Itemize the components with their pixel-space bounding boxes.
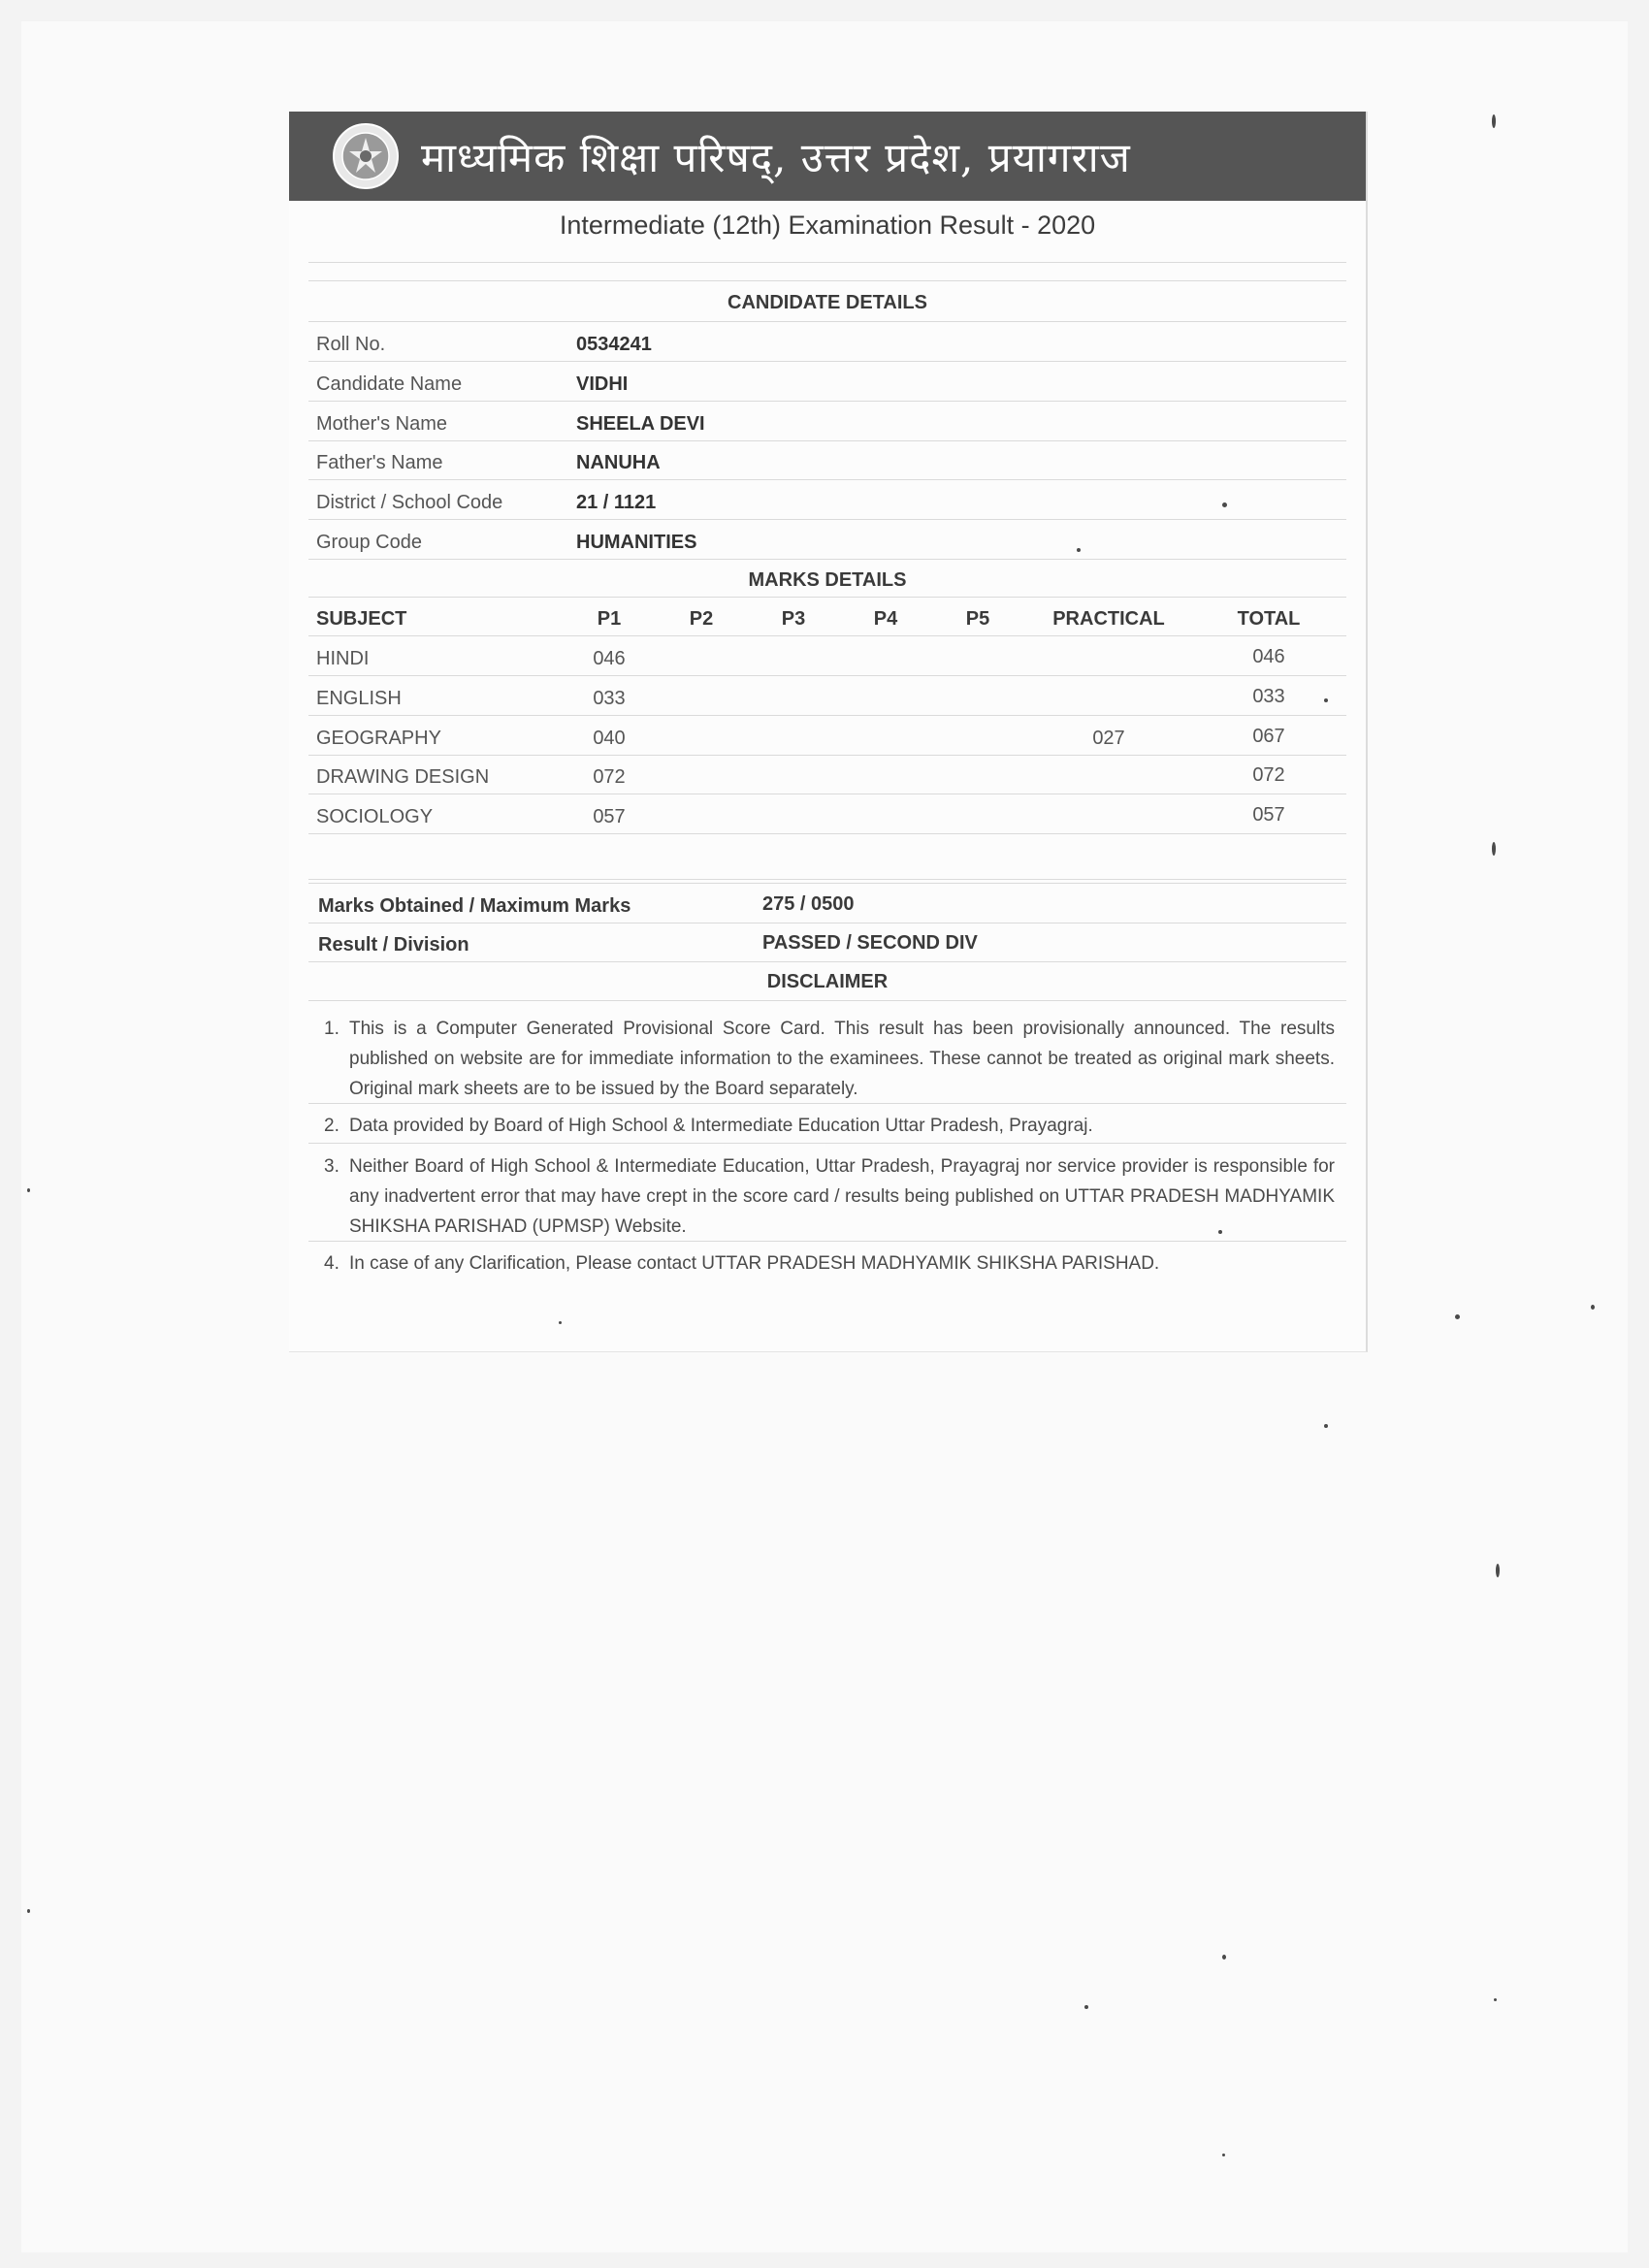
- subject-name: HINDI: [316, 648, 370, 669]
- scan-speck: [1324, 698, 1328, 702]
- scan-speck: [27, 1188, 30, 1192]
- divider: [308, 401, 1346, 402]
- divider: [308, 715, 1346, 716]
- candidate-details-heading: CANDIDATE DETAILS: [728, 292, 927, 313]
- group-code-value: HUMANITIES: [576, 532, 697, 553]
- disclaimer-item: [324, 1111, 1335, 1141]
- upmsp-emblem-icon: [332, 122, 400, 190]
- divider: [308, 440, 1346, 441]
- divider: [308, 262, 1346, 263]
- divider: [308, 361, 1346, 362]
- divider: [308, 755, 1346, 756]
- board-title: माध्यमिक शिक्षा परिषद्, उत्तर प्रदेश, प्रयागराज: [421, 133, 1131, 181]
- divider: [308, 879, 1346, 880]
- marks-details-heading: MARKS DETAILS: [748, 569, 907, 591]
- mother-name-value: SHEELA DEVI: [576, 413, 705, 435]
- scan-speck: [1324, 1424, 1328, 1428]
- subject-name: DRAWING DESIGN: [316, 766, 490, 788]
- p1-mark: 040: [593, 728, 626, 749]
- total-mark: 033: [1252, 686, 1285, 707]
- total-mark: 072: [1252, 764, 1285, 786]
- candidate-name-value: VIDHI: [576, 373, 629, 395]
- disclaimer-text: Data provided by Board of High School & Intermediate Education Uttar Pradesh, Prayagraj.: [349, 1116, 1093, 1136]
- divider: [308, 833, 1346, 834]
- roll-no-value: 0534241: [576, 334, 652, 355]
- column-header-total: TOTAL: [1237, 608, 1301, 630]
- column-header-p5: P5: [965, 608, 990, 630]
- subject-name: GEOGRAPHY: [316, 728, 441, 749]
- disclaimer-number: 4.: [324, 1253, 340, 1274]
- roll-no-label: Roll No.: [316, 334, 386, 355]
- disclaimer-item: [324, 1014, 1335, 1104]
- scan-speck: [559, 1321, 562, 1324]
- total-mark: 057: [1252, 804, 1285, 826]
- exam-title: Intermediate (12th) Examination Result - 2020: [559, 211, 1096, 240]
- district-school-code-label: District / School Code: [316, 492, 503, 513]
- subject-name: ENGLISH: [316, 688, 402, 709]
- disclaimer-number: 3.: [324, 1156, 340, 1177]
- board-banner: [289, 112, 1366, 201]
- divider: [308, 597, 1346, 598]
- divider: [308, 519, 1346, 520]
- disclaimer-number: 1.: [324, 1019, 340, 1039]
- divider: [308, 1143, 1346, 1144]
- divider: [308, 883, 1346, 884]
- divider: [308, 1241, 1346, 1242]
- disclaimer-text: In case of any Clarification, Please contact UTTAR PRADESH MADHYAMIK SHIKSHA PARISHAD.: [349, 1253, 1160, 1274]
- p1-mark: 072: [593, 766, 626, 788]
- divider: [308, 479, 1346, 480]
- divider: [308, 280, 1346, 281]
- scan-speck: [1496, 1564, 1500, 1577]
- scan-speck: [1077, 548, 1081, 552]
- marks-obtained-label: Marks Obtained / Maximum Marks: [318, 895, 631, 917]
- scan-speck: [1591, 1305, 1595, 1310]
- divider: [308, 675, 1346, 676]
- column-header-p4: P4: [873, 608, 898, 630]
- result-sheet: [289, 112, 1368, 1352]
- group-code-label: Group Code: [316, 532, 422, 553]
- disclaimer-text: Neither Board of High School & Intermediate Education, Uttar Pradesh, Prayagraj nor service provider is responsible for any inadvertent error that may have crept in the score card / results being published on UTTAR PRADESH MADHYAMIK SHIKSHA PARISHAD (UPMSP) Website.: [349, 1156, 1335, 1237]
- divider: [308, 559, 1346, 560]
- scan-speck: [1084, 2005, 1088, 2009]
- marks-obtained-value: 275 / 0500: [762, 893, 855, 915]
- column-header-practical: PRACTICAL: [1052, 608, 1165, 630]
- p1-mark: 033: [593, 688, 626, 709]
- divider: [308, 635, 1346, 636]
- scan-speck: [1455, 1314, 1460, 1319]
- divider: [308, 321, 1346, 322]
- column-header-subject: SUBJECT: [316, 608, 407, 630]
- scan-speck: [1492, 842, 1496, 856]
- column-header-p1: P1: [597, 608, 622, 630]
- divider: [308, 1103, 1346, 1104]
- scan-speck: [1222, 1955, 1226, 1960]
- column-header-p2: P2: [689, 608, 714, 630]
- p1-mark: 046: [593, 648, 626, 669]
- mother-name-label: Mother's Name: [316, 413, 447, 435]
- divider: [308, 1000, 1346, 1001]
- scan-speck: [1494, 1998, 1497, 2001]
- total-mark: 067: [1252, 726, 1285, 747]
- practical-mark: 027: [1092, 728, 1125, 749]
- disclaimer-item: [324, 1151, 1335, 1242]
- p1-mark: 057: [593, 806, 626, 827]
- disclaimer-item: [324, 1248, 1335, 1279]
- scan-speck: [27, 1909, 30, 1913]
- disclaimer-heading: DISCLAIMER: [766, 971, 889, 992]
- result-division-label: Result / Division: [318, 934, 469, 956]
- scan-speck: [1222, 502, 1227, 507]
- disclaimer-number: 2.: [324, 1116, 340, 1136]
- divider: [308, 961, 1346, 962]
- disclaimer-text: This is a Computer Generated Provisional Score Card. This result has been provisionally announced. The results published on website are for immediate information to the examinees. These cannot be treated as original mark sheets. Original mark sheets are to be issued by the Board separately.: [349, 1019, 1335, 1099]
- scan-speck: [1218, 1230, 1222, 1234]
- scan-speck: [1222, 2154, 1225, 2156]
- total-mark: 046: [1252, 646, 1285, 667]
- scan-speck: [1492, 114, 1496, 128]
- father-name-label: Father's Name: [316, 452, 443, 473]
- father-name-value: NANUHA: [576, 452, 661, 473]
- subject-name: SOCIOLOGY: [316, 806, 434, 827]
- district-school-code-value: 21 / 1121: [576, 492, 657, 513]
- column-header-p3: P3: [781, 608, 806, 630]
- candidate-name-label: Candidate Name: [316, 373, 463, 395]
- result-division-value: PASSED / SECOND DIV: [762, 932, 978, 954]
